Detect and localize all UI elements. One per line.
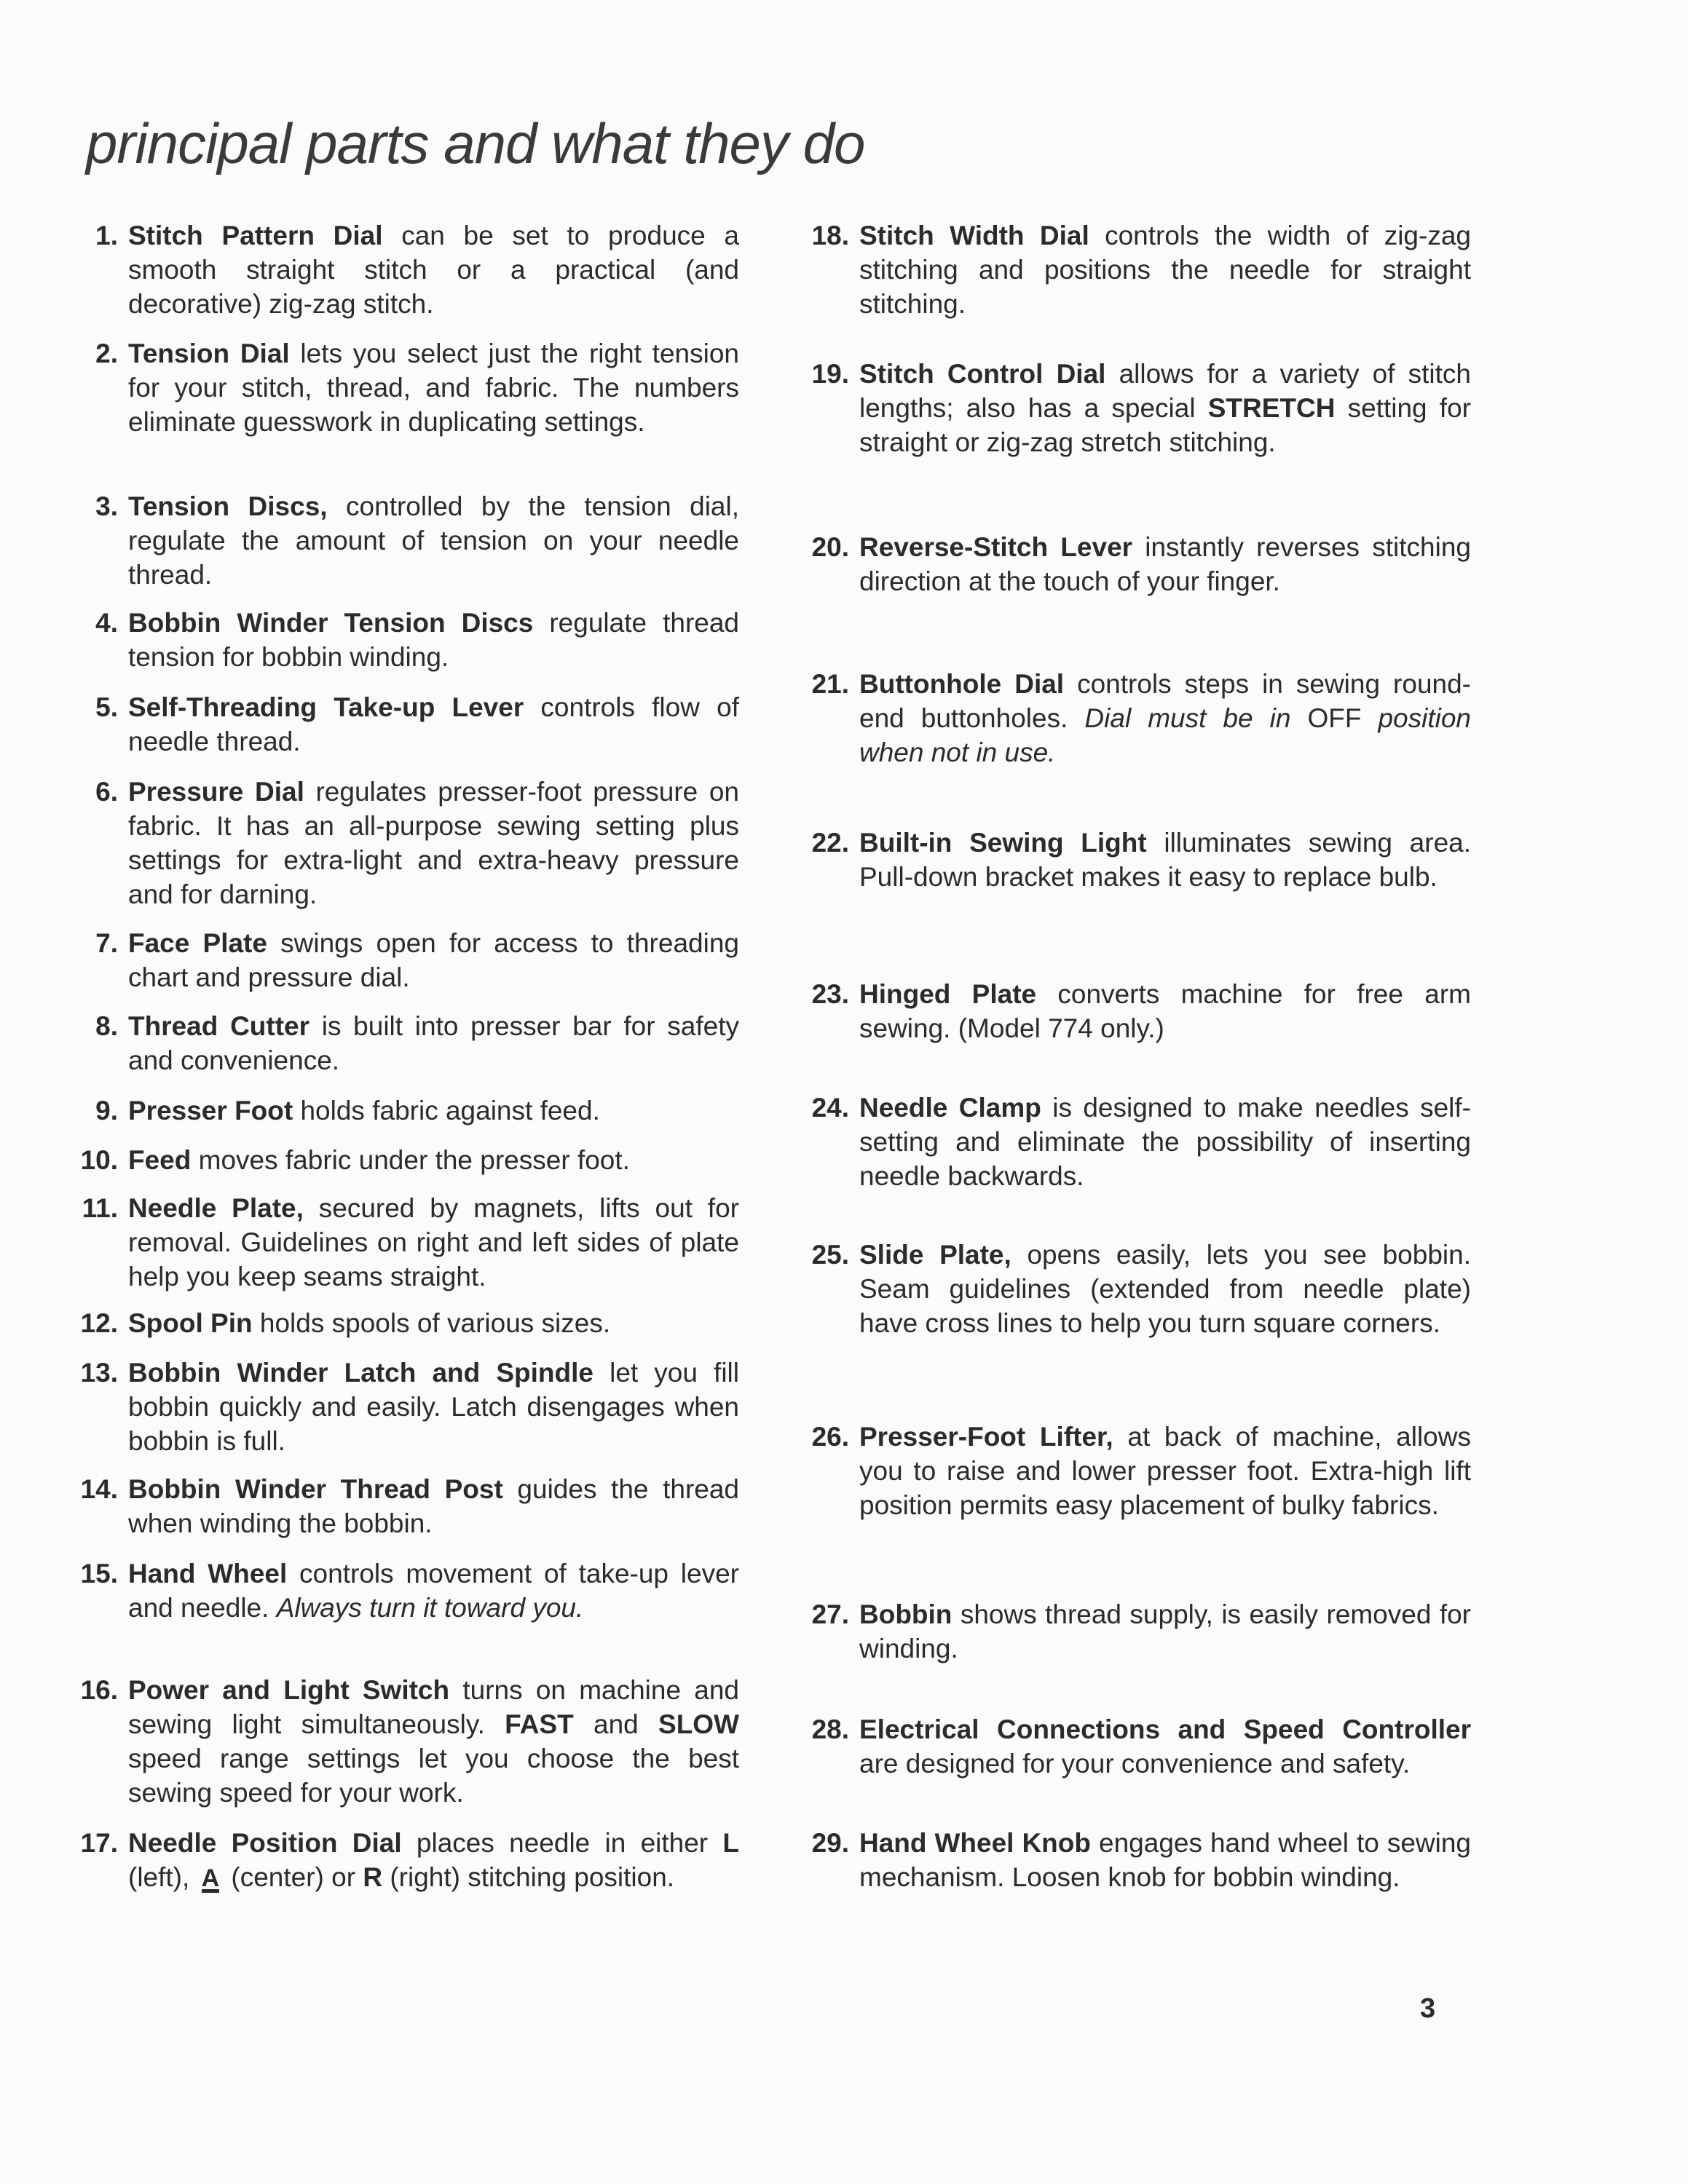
item-number: 29. [811, 1828, 849, 1858]
list-item [794, 1091, 1471, 1193]
item-number: 16. [80, 1675, 118, 1705]
page-title: principal parts and what they do [86, 111, 865, 175]
part-name: Hand Wheel [128, 1559, 288, 1588]
position-right-letter: R [363, 1862, 383, 1892]
part-name: Built-in Sewing Light [859, 828, 1147, 858]
item-number: 21. [811, 669, 849, 699]
list-item [794, 530, 1471, 598]
part-description: controls steps in sewing round-end buttonholes. [859, 669, 1471, 733]
part-name: Face Plate [128, 928, 267, 958]
part-description: converts machine for free arm sewing. (Model 774 only.) [859, 979, 1471, 1043]
part-description: lets you select just the right tension for your stitch, thread, and fabric. The numbers eliminate guesswork in duplicating settings. [128, 339, 739, 437]
part-name: Feed [128, 1145, 192, 1175]
item-number: 28. [811, 1714, 849, 1744]
page-number: 3 [1420, 1993, 1436, 2024]
stretch-setting: STRETCH [1207, 393, 1336, 423]
part-name: Pressure Dial [128, 777, 304, 807]
part-name: Bobbin Winder Thread Post [128, 1474, 503, 1504]
item-number: 25. [811, 1240, 849, 1270]
list-item [66, 1472, 739, 1540]
part-description: turns on machine and sewing light simultaneously. [128, 1675, 739, 1739]
list-item [794, 826, 1471, 894]
part-description: engages hand wheel to sewing mechanism. Loosen knob for bobbin winding. [859, 1828, 1471, 1892]
part-description: shows thread supply, is easily removed for winding. [859, 1599, 1471, 1663]
item-number: 17. [80, 1828, 118, 1858]
list-item [794, 667, 1471, 769]
item-number: 22. [811, 828, 849, 858]
list-item [66, 218, 739, 321]
list-item [66, 1826, 739, 1894]
part-description-2: (left), [128, 1862, 197, 1892]
part-name: Hinged Plate [859, 979, 1037, 1009]
item-number: 12. [80, 1308, 118, 1338]
part-description: holds spools of various sizes. [252, 1308, 611, 1338]
list-item [794, 357, 1471, 459]
part-name: Presser Foot [128, 1096, 293, 1125]
item-number: 7. [95, 928, 118, 958]
part-description: regulate thread tension for bobbin winding. [128, 608, 739, 672]
part-description: controls flow of needle thread. [128, 692, 739, 756]
part-name: Stitch Width Dial [859, 221, 1089, 250]
part-description-2: OFF [1290, 703, 1379, 733]
setting-fast: FAST [505, 1709, 574, 1739]
item-number: 26. [811, 1422, 849, 1452]
item-number: 10. [80, 1145, 118, 1175]
list-item [66, 926, 739, 994]
part-name: Bobbin Winder Tension Discs [128, 608, 534, 638]
part-name: Presser-Foot Lifter, [859, 1422, 1113, 1452]
item-number: 14. [80, 1474, 118, 1504]
part-description: instantly reverses stitching direction at the touch of your finger. [859, 532, 1471, 596]
part-name: Needle Plate, [128, 1193, 304, 1223]
list-item [66, 690, 739, 759]
part-description: controls movement of take-up lever and needle. [128, 1559, 739, 1623]
list-item [794, 1826, 1471, 1894]
list-item [66, 606, 739, 674]
part-description-2: setting for straight or zig-zag stretch stitching. [859, 393, 1471, 457]
part-description-3: speed range settings let you choose the best sewing speed for your work. [128, 1744, 739, 1808]
part-description: opens easily, lets you see bobbin. Seam guidelines (extended from needle plate) have cross lines to help you turn square corners. [859, 1240, 1471, 1338]
list-item [66, 336, 739, 439]
part-description: controls the width of zig-zag stitching and positions the needle for straight stitching. [859, 221, 1471, 319]
part-description: secured by magnets, lifts out for removal. Guidelines on right and left sides of plate help you keep seams straight. [128, 1193, 739, 1291]
item-number: 5. [95, 692, 118, 722]
part-description: holds fabric against feed. [293, 1096, 600, 1125]
part-name: Stitch Pattern Dial [128, 221, 383, 250]
list-item [66, 1143, 739, 1177]
part-name: Hand Wheel Knob [859, 1828, 1091, 1858]
item-number: 18. [811, 221, 849, 250]
list-item [66, 1673, 739, 1810]
part-description: let you fill bobbin quickly and easily. Latch disengages when bobbin is full. [128, 1358, 739, 1456]
part-description: is built into presser bar for safety and convenience. [128, 1011, 739, 1075]
list-item [794, 1712, 1471, 1781]
list-item [794, 1238, 1471, 1340]
part-description: regulates presser-foot pressure on fabric. It has an all-purpose sewing setting plus settings for extra-light and extra-heavy pressure and for darning. [128, 777, 739, 909]
item-number: 4. [95, 608, 118, 638]
part-name: Slide Plate, [859, 1240, 1011, 1270]
item-number: 23. [811, 979, 849, 1009]
part-name: Needle Position Dial [128, 1828, 402, 1858]
part-name: Thread Cutter [128, 1011, 310, 1041]
part-description-3: (center) or [224, 1862, 363, 1892]
item-number: 3. [95, 491, 118, 521]
item-number: 19. [811, 359, 849, 389]
part-description-4: (right) stitching position. [382, 1862, 675, 1892]
part-name: Power and Light Switch [128, 1675, 450, 1705]
list-item [66, 1306, 739, 1340]
part-name: Tension Dial [128, 339, 290, 368]
item-number: 20. [811, 532, 849, 562]
list-item [66, 1191, 739, 1294]
list-item [66, 1356, 739, 1458]
part-name: Spool Pin [128, 1308, 253, 1338]
list-item [66, 489, 739, 592]
item-number: 13. [80, 1358, 118, 1388]
item-number: 8. [95, 1011, 118, 1041]
part-name: Bobbin Winder Latch and Spindle [128, 1358, 593, 1388]
part-name: Electrical Connections and Speed Controller [859, 1714, 1471, 1744]
part-note: Dial must be in [1084, 703, 1291, 733]
item-number: 15. [80, 1559, 118, 1588]
item-number: 11. [82, 1193, 118, 1223]
item-number: 27. [811, 1599, 849, 1629]
list-item [794, 1420, 1471, 1522]
part-description: guides the thread when winding the bobbin. [128, 1474, 739, 1538]
part-description: controlled by the tension dial, regulate the amount of tension on your needle thread. [128, 491, 740, 590]
part-description-2: and [573, 1709, 659, 1739]
part-note: Always turn it toward you. [276, 1593, 584, 1623]
item-number: 2. [95, 339, 118, 368]
part-name: Needle Clamp [859, 1093, 1041, 1123]
center-position-icon: A [201, 1864, 220, 1892]
part-name: Bobbin [859, 1599, 953, 1629]
part-description: can be set to produce a smooth straight stitch or a practical (and decorative) zig-zag stitch. [128, 221, 739, 319]
list-item [66, 1556, 739, 1625]
list-item [794, 977, 1471, 1045]
part-name: Self-Threading Take-up Lever [128, 692, 524, 722]
item-number: 9. [95, 1096, 118, 1125]
item-number: 1. [95, 221, 118, 250]
item-number: 6. [95, 777, 118, 807]
setting-slow: SLOW [658, 1709, 739, 1739]
part-description: places needle in either [401, 1828, 723, 1858]
part-name: Reverse-Stitch Lever [859, 532, 1133, 562]
position-left-letter: L [722, 1828, 739, 1858]
list-item [794, 1597, 1471, 1666]
part-description: allows for a variety of stitch lengths; also has a special [859, 359, 1471, 423]
part-name: Tension Discs, [128, 491, 328, 521]
part-description: is designed to make needles self-setting and eliminate the possibility of inserting needle backwards. [859, 1093, 1471, 1191]
list-item [66, 775, 739, 911]
list-item [66, 1093, 739, 1128]
part-description: at back of machine, allows you to raise and lower presser foot. Extra-high lift position permits easy placement of bulky fabrics. [859, 1422, 1471, 1520]
part-note-2: position when not in use. [859, 703, 1471, 767]
part-description: swings open for access to threading chart and pressure dial. [128, 928, 739, 992]
part-description: moves fabric under the presser foot. [191, 1145, 630, 1175]
part-description: are designed for your convenience and safety. [859, 1749, 1411, 1779]
part-description: illuminates sewing area. Pull-down bracket makes it easy to replace bulb. [859, 828, 1472, 892]
item-number: 24. [811, 1093, 849, 1123]
part-name: Stitch Control Dial [859, 359, 1106, 389]
list-item [66, 1009, 739, 1077]
list-item [794, 218, 1471, 321]
part-name: Buttonhole Dial [859, 669, 1065, 699]
